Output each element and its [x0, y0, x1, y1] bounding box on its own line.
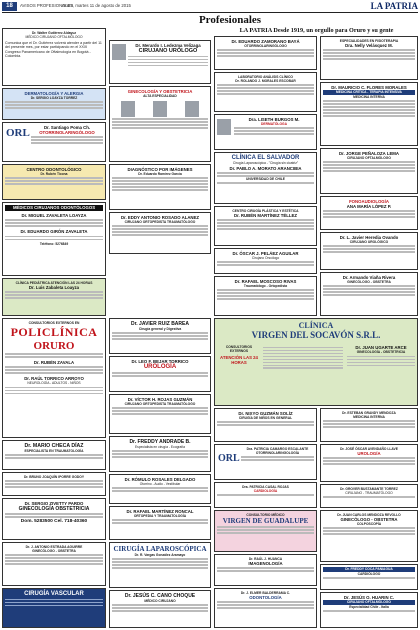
ad-heading: Dr. GROVER BUSTAMANTE TORREZ [340, 486, 398, 491]
ad-specialty: MEDICINA CRÍTICA - TERAPIA INTENSIVA [323, 90, 415, 95]
ad-heading: Dr. JESÚS O. HUARIN C. [343, 594, 395, 600]
ad-poma [2, 122, 106, 162]
ad-specialty: GINECÓLOGO - OBSTETRA [32, 548, 76, 553]
ad-iporre [2, 472, 106, 496]
ad-specialty: OTORRINOLARINGÓLOGO [244, 43, 287, 48]
ad-heading: Dr. FREDDY ANDRADE B. [129, 438, 191, 445]
ad-heading: Dr. MAURICIO C. FLORES MORALES [331, 84, 407, 90]
ad-heading: CONSULTORIOS EXTERNOS EN [28, 320, 80, 325]
doctor-photo [112, 44, 126, 60]
ad-specialty-2: COLPOSCOPÍA [356, 521, 382, 526]
ad-heading: Dr. NIXYO GUZMÁN SOLÍZ [238, 410, 293, 416]
ad-heading: Dr. BRUNO JOAQUÍN IPORRE GODOY [23, 474, 85, 479]
ad-rosado [109, 212, 211, 254]
ad-heading: Dr. JOSÉ ÓSCAR AVENDAÑO LLAVE [340, 446, 398, 451]
ad-heading: Dr. RAFAEL MOSCOSO RIVAS [234, 278, 297, 284]
ad-heading: FONOAUDIOLOGÍA [349, 198, 389, 204]
orl-logo: ORL [218, 453, 240, 464]
ad-heading: CIRUGÍA LAPAROSCÓPICA [113, 544, 207, 553]
ad-specialty: IMAGENOLOGÍA [248, 560, 283, 566]
ad-laboratorio [214, 72, 317, 112]
ad-subheading: MÉDICO CIRUJANO OFTALMÓLOGO [25, 34, 83, 39]
ad-heading: GINECOLOGÍA Y OBSTETRICIA [127, 88, 193, 94]
ad-specialty: OTORRINOLARINGÓLOGO [39, 129, 95, 135]
ad-specialty: ORTOPEDIA Y TRAUMATOLOGÍA [133, 513, 187, 518]
ad-cirugia-plastica [214, 206, 317, 246]
ad-fisioterapia [320, 36, 418, 80]
ad-heading: Dr. JORGE PEÑALOZA LEMA [338, 150, 399, 156]
ad-specialty: Cirujano Oncólogo [251, 255, 280, 260]
ad-doctor: ANA MARÍA LÓPEZ P. [346, 203, 392, 209]
ad-heading: Dr. J. ANTONIO ESTRADA AGUIRRE [25, 544, 83, 549]
ad-specialty: CIRUJANO OFTALMÓLOGO [323, 600, 415, 605]
ad-outpatient: CONSULTORIOS EXTERNOS [225, 345, 253, 354]
ad-heading: Dr. L. Javier Heredia Ovando [339, 234, 399, 240]
ad-heading: CLÍNICA [298, 320, 334, 330]
ad-checa [2, 440, 106, 470]
ad-rosales [109, 474, 211, 504]
ad-medicos-cirujanos [2, 202, 106, 276]
ad-clinica-pediatrica [2, 278, 106, 316]
ad-heading: Dr. ESTEBAN GRANDY MENDOZA [342, 410, 396, 415]
ad-heading: CIRUGÍA VASCULAR [24, 590, 84, 597]
ad-andrade [109, 436, 211, 472]
ad-virgen-socavon [214, 318, 418, 406]
ad-doctor: Dr. RUBÉN MARTÍNEZ TÉLLEZ [233, 212, 298, 218]
ad-specialty: Traumatólogo - Ortopedista [243, 283, 288, 288]
ad-doctor: Dr. JUAN UGARTE ARCE [355, 345, 407, 350]
ad-heading: Dr. RÓMULO ROSALES DELGADO [124, 476, 196, 482]
ad-specialty: MEDICINA INTERNA [353, 414, 385, 419]
ad-moscoso [214, 276, 317, 316]
ad-specialty: CIRUJANO UROLÓGICO [349, 239, 389, 244]
ad-specialty: GINECOLOGÍA - OBSTETRICIA [356, 350, 406, 355]
ad-subheading: Cirugía Laparoscópica - "Cirugía sin cicatriz" [232, 161, 299, 166]
ad-heading: Dr. JAVIER RUIZ BAREA [131, 320, 189, 327]
ad-estrada [2, 542, 106, 586]
ad-flores [320, 82, 418, 146]
ad-cirugia-vascular [2, 588, 106, 628]
ad-banner-2: ORURO [33, 339, 75, 352]
ad-burgos [214, 114, 317, 150]
ad-heading: ESPECIALIDADES EN FISIOTERAPIA [339, 38, 399, 43]
ad-heading: CENTRO CIRUGÍA PLÁSTICA Y ESTÉTICA [232, 208, 299, 213]
ad-laparoscopica [109, 542, 211, 588]
ad-doctor: Dra. Nelly Velásquez M. [345, 42, 393, 48]
ad-heading: Dr. J. ELMER BALDERRAMA C. [240, 590, 291, 595]
ad-zamorano [214, 36, 317, 70]
ad-heading: CLÍNICA EL SALVADOR [231, 154, 300, 161]
ad-specialty: CIRUJANO URÓLOGO [138, 47, 198, 54]
ad-university: UNIVERSIDAD DE CHILE [245, 176, 286, 181]
ad-coca [320, 564, 418, 590]
ad-guzman [214, 408, 317, 442]
ad-specialty: OTORRINOLARINGOLOGÍA [255, 450, 300, 455]
ad-avendano [320, 444, 418, 482]
ad-heading: Dr. FREDDY COCA PANIAGUA [323, 567, 415, 572]
ad-heading: CONSULTORIO MÉDICO [246, 512, 285, 517]
ad-policlinica [2, 318, 106, 438]
page-header [2, 2, 418, 13]
ad-banner: VIRGEN DEL SOCAVÓN S.R.L. [251, 329, 381, 340]
ad-heading: Dr. MARIO CHECA DÍAZ [24, 442, 84, 449]
ad-martinez-roncal [109, 506, 211, 540]
ad-specialty: ODONTOLOGÍA [249, 594, 282, 600]
ad-phone: Teléfono: 5276849 [39, 241, 69, 246]
ad-specialty: MÉDICO CIRUJANO [144, 598, 176, 603]
ad-rojas [109, 394, 211, 434]
ad-heading: Dra. PATRICIA CAMARGO ESCALANTE [246, 446, 309, 451]
ad-specialty: CIRUGÍA DE NIÑOS EN GENERAL [238, 415, 293, 420]
ad-specialty: CARDIOLOGÍA [253, 488, 278, 493]
ad-heading: Dr. RAFAEL MARTÍNEZ RONCAL [126, 508, 194, 514]
ad-doctor-1: Dr. MIGUEL ZAVALETA LOAYZA [21, 212, 87, 218]
ad-specialty: Otorrino - Audio - Vestibular [139, 481, 181, 486]
ad-clinica-salvador [214, 152, 317, 204]
ad-specialty-2: MEDICINA INTERNA [353, 94, 385, 99]
ad-heading: Dra. LISETH BURGOS M. [248, 116, 300, 122]
ad-heading: Dr. SERGIO ZIVETTY PARDO [24, 500, 84, 506]
ad-specialty: ESPECIALISTA EN TRAUMATOLOGÍA [24, 448, 84, 453]
ad-specialty: CARDIÓLOGO [357, 571, 381, 576]
ad-specialty-2: Especialidad Chile - Italia [349, 604, 389, 609]
ad-specialty: GINECÓLOGO - OBSTETRA [347, 279, 391, 284]
ad-heading: Dr. RAÚL J. HUANCA [248, 556, 283, 561]
masthead: LA PATRIA [370, 1, 418, 11]
ad-specialty: GINECOLOGÍA OBSTETRICIA [18, 505, 90, 512]
section-label: AVISOS PROFESIONALES [20, 3, 74, 8]
ad-heading: Dr. JESÚS C. CANO CHOQUE [124, 592, 196, 599]
ad-heading: MÉDICOS CIRUJANOS ODONTÓLOGOS [5, 205, 103, 211]
ad-penaloza [320, 148, 418, 194]
doctor-photo [185, 101, 199, 117]
ad-heading: LABORATORIO ANÁLISIS CLÍNICO [238, 74, 293, 79]
ad-heading: Dr. Armando Viaña Rivera [342, 274, 396, 280]
ad-specialty: CIRUJANO OFTALMÓLOGO [347, 155, 391, 160]
ad-centro-odontologico [2, 164, 106, 200]
ad-heading: CLÍNICA PEDIÁTRICA ATENCIÓN LAS 24 HORAS [15, 280, 93, 285]
ad-doctor: Dr. Eduardo Ramírez García [138, 171, 182, 176]
ad-doctor-2: Dr. EDUARDO GIRÓN ZAVALETA [20, 228, 88, 234]
ad-ruiz [109, 318, 211, 354]
doctor-photo [153, 101, 167, 117]
ad-specialty: CIRUJANO ORTOPEDISTA TRAUMATÓLOGO [124, 401, 196, 406]
ad-bejar [109, 356, 211, 392]
ad-doctor: Dr. R. Vargas González Aramayo [134, 552, 186, 557]
orl-logo: ORL [6, 127, 30, 139]
ad-camargo [214, 444, 317, 480]
ad-specialty: GINECÓLOGO - OBSTETRA [340, 516, 398, 522]
ad-ginecologia [109, 86, 211, 162]
ad-cano [109, 590, 211, 628]
tagline: LA PATRIA Desde 1919, un orgullo para Oruro y su gente [239, 27, 394, 34]
ad-doctor: Dr. SERGIO LOAYZA TORREZ [30, 95, 78, 100]
ad-heading: CENTRO ODONTOLÓGICO [26, 166, 82, 172]
ad-balderrama [214, 588, 317, 628]
ad-doctor: Dr. Luis Zabaleta Loayza [28, 284, 80, 290]
ad-zivetty [2, 498, 106, 540]
ad-specialty: UROLOGÍA [357, 450, 381, 456]
ad-heading: Dr. Merardo I. Ledezma Velizaga [135, 42, 201, 48]
ad-heading: Dr. Santiago Poma Ch. [43, 124, 91, 130]
ad-grandy [320, 408, 418, 442]
ad-diagnostico-imagenes [109, 164, 211, 210]
ad-doctor: Dr. Rubén Ticona [40, 171, 68, 176]
ad-specialty: CIRUJANO - TRAUMATÓLOGO [345, 490, 393, 495]
ad-specialty: DERMATÓLOGA [261, 121, 287, 126]
ad-heading: Dr. LEO F. BEJAR TORRICO [131, 358, 189, 364]
ad-mendoza [320, 510, 418, 562]
ad-doctor: Dr. ROLANDO J. MORALES ESCOBAR [235, 78, 296, 83]
ad-viana [320, 272, 418, 316]
ad-fonoaudiologia [320, 196, 418, 230]
ad-heading: Dr. JUAN CARLOS MENDOZA REVOLLO [337, 512, 401, 517]
ad-banner: POLICLÍNICA [10, 324, 98, 339]
ad-specialty: CIRUJANO ORTOPEDISTA TRAUMATÓLOGO [124, 219, 196, 224]
ad-body: Comunica que el Dr. Gutiérrez volverá atender a partir del 11 del presente mes, por estar participando en el XXXI Congreso Panamericano de Oftalmología en Bogotá - Colombia. [5, 40, 102, 59]
ad-ledezma [109, 40, 211, 84]
ad-heading: Dr. ÓSCAR J. PELÁEZ AGUILAR [232, 250, 299, 256]
page-title: Profesionales [198, 14, 262, 26]
ad-heading: DERMATOLOGÍA Y ALERGIA [24, 90, 84, 96]
ad-doctor: Dr. PABLO A. MORATO ARANCIBIA [229, 165, 302, 171]
ad-subheading: ALTA ESPECIALIDAD [143, 93, 177, 98]
ad-gutierrez [2, 28, 106, 86]
ad-specialty: UROLOGÍA [143, 363, 177, 370]
ad-pelaez [214, 248, 317, 274]
ad-heading: Dr. EDDY ANTONIO ROSADO ALANEZ [120, 214, 200, 220]
ad-huanca [214, 554, 317, 586]
ad-huarin [320, 592, 418, 628]
doctor-photo [217, 119, 231, 135]
ad-guadalupe [214, 510, 317, 552]
doctor-photo [121, 101, 135, 117]
ad-dermatologia [2, 88, 106, 120]
ad-doctor-2: Dr. RAÚL TORRICO ARROYO [24, 375, 84, 381]
ad-hours: ATENCIÓN LAS 24 HORAS [220, 355, 258, 366]
ad-specialty: NEUROLOGÍA - ADULTOS - NIÑOS [27, 380, 81, 385]
page-number: 18 [2, 2, 17, 11]
issue-date: Oruro, martes 11 de agosto de 2015 [62, 3, 131, 8]
ad-specialty: Cirugía general y Digestiva [138, 326, 182, 331]
ad-heading: DIAGNÓSTICO POR IMÁGENES [127, 166, 193, 172]
ad-doctor-1: Dr. RUBÉN ZAVALA [33, 359, 75, 365]
ad-heading: Dra. PATRICIA CASAL ROJAS [242, 484, 289, 489]
ad-heading: Dr. VÍCTOR H. ROJAS GUZMÁN [127, 396, 193, 402]
ad-heredia [320, 232, 418, 270]
ad-heading: Dr. Walter Gutiérrez Aldayuz [31, 30, 77, 35]
ad-bustamante [320, 484, 418, 508]
ad-specialty: Especialista en cirugía - Ecografía [134, 444, 186, 449]
ad-casal [214, 482, 317, 508]
ad-heading: Dr. EDUARDO ZAMORANO BAYÁ [231, 38, 300, 44]
ad-banner: VIRGEN DE GUADALUPE [222, 516, 309, 525]
ad-phone: Dom. 5283500 Cel. 718-40360 [20, 518, 88, 524]
